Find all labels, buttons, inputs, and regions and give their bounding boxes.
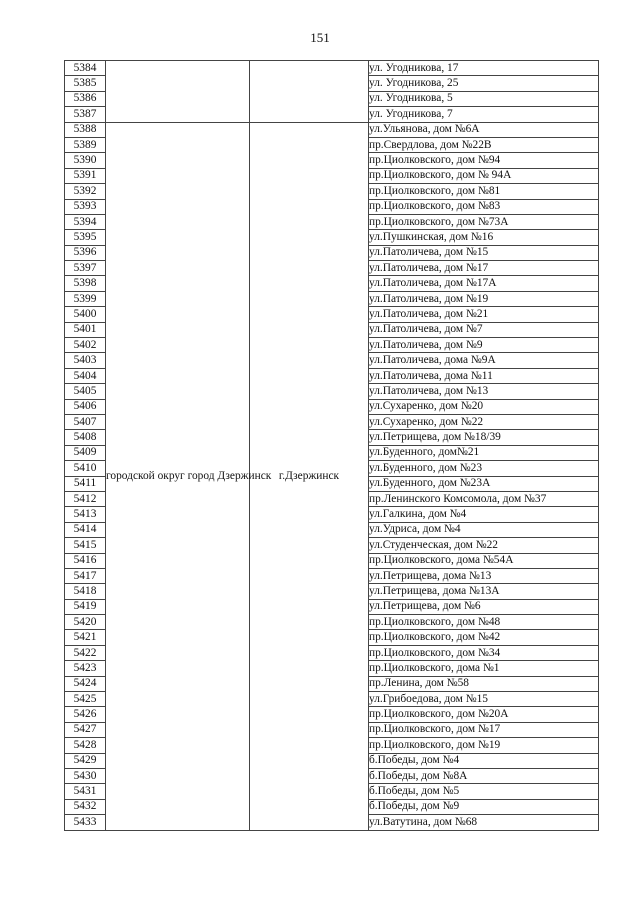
row-number: 5394 <box>65 214 106 229</box>
address-cell: пр.Циолковского, дом №42 <box>369 630 599 645</box>
row-number: 5406 <box>65 399 106 414</box>
row-number: 5418 <box>65 584 106 599</box>
address-cell: ул.Ватутина, дом №68 <box>369 815 599 830</box>
row-number: 5388 <box>65 122 106 137</box>
row-number: 5396 <box>65 245 106 260</box>
address-cell: б.Победы, дом №8А <box>369 768 599 783</box>
address-cell: ул.Студенческая, дом №22 <box>369 538 599 553</box>
address-cell: б.Победы, дом №9 <box>369 799 599 814</box>
address-cell: пр.Свердлова, дом №22В <box>369 137 599 152</box>
address-cell: ул.Патоличева, дом №13 <box>369 384 599 399</box>
address-cell: ул.Буденного, дом№21 <box>369 445 599 460</box>
address-cell: ул.Патоличева, дом №17 <box>369 261 599 276</box>
row-number: 5417 <box>65 568 106 583</box>
row-number: 5428 <box>65 738 106 753</box>
row-number: 5410 <box>65 461 106 476</box>
row-number: 5397 <box>65 261 106 276</box>
address-cell: ул. Угодникова, 7 <box>369 107 599 122</box>
address-cell: ул.Удриса, дом №4 <box>369 522 599 537</box>
address-cell: ул.Патоличева, дом №9 <box>369 338 599 353</box>
row-number: 5415 <box>65 538 106 553</box>
row-number: 5424 <box>65 676 106 691</box>
row-number: 5404 <box>65 368 106 383</box>
address-cell: ул.Сухаренко, дом №22 <box>369 414 599 429</box>
row-number: 5432 <box>65 799 106 814</box>
row-number: 5407 <box>65 414 106 429</box>
row-number: 5425 <box>65 692 106 707</box>
row-number: 5392 <box>65 184 106 199</box>
row-number: 5433 <box>65 815 106 830</box>
address-cell: пр.Циолковского, дом № 94А <box>369 168 599 183</box>
row-number: 5423 <box>65 661 106 676</box>
row-number: 5405 <box>65 384 106 399</box>
row-number: 5387 <box>65 107 106 122</box>
row-number: 5393 <box>65 199 106 214</box>
address-cell: ул.Ульянова, дом №6А <box>369 122 599 137</box>
address-cell: пр.Циолковского, дом №94 <box>369 153 599 168</box>
address-cell: ул.Патоличева, дома №11 <box>369 368 599 383</box>
address-cell: ул.Петрищева, дом №18/39 <box>369 430 599 445</box>
municipality-cell <box>106 61 250 123</box>
address-cell: ул.Патоличева, дом №15 <box>369 245 599 260</box>
table-row <box>65 61 599 76</box>
address-cell: пр.Циолковского, дом №17 <box>369 722 599 737</box>
row-number: 5422 <box>65 645 106 660</box>
address-cell: ул.Сухаренко, дом №20 <box>369 399 599 414</box>
address-cell: ул.Патоличева, дом №7 <box>369 322 599 337</box>
row-number: 5398 <box>65 276 106 291</box>
table-row <box>65 122 599 137</box>
municipality-cell: городской округ город Дзержинск <box>106 122 250 830</box>
address-registry-table <box>64 60 599 831</box>
address-cell: пр.Циолковского, дом №19 <box>369 738 599 753</box>
row-number: 5409 <box>65 445 106 460</box>
row-number: 5403 <box>65 353 106 368</box>
table-body <box>65 61 599 831</box>
row-number: 5411 <box>65 476 106 491</box>
row-number: 5401 <box>65 322 106 337</box>
row-number: 5399 <box>65 291 106 306</box>
row-number: 5389 <box>65 137 106 152</box>
address-cell: пр.Циолковского, дом №81 <box>369 184 599 199</box>
address-cell: ул.Патоличева, дом №19 <box>369 291 599 306</box>
row-number: 5400 <box>65 307 106 322</box>
address-cell: ул.Буденного, дом №23А <box>369 476 599 491</box>
row-number: 5390 <box>65 153 106 168</box>
address-cell: б.Победы, дом №5 <box>369 784 599 799</box>
address-cell: пр.Циолковского, дом №48 <box>369 615 599 630</box>
address-cell: ул.Грибоедова, дом №15 <box>369 692 599 707</box>
row-number: 5385 <box>65 76 106 91</box>
address-cell: ул.Патоличева, дома №9А <box>369 353 599 368</box>
row-number: 5421 <box>65 630 106 645</box>
row-number: 5419 <box>65 599 106 614</box>
address-cell: пр.Циолковского, дома №54А <box>369 553 599 568</box>
address-cell: ул. Угодникова, 17 <box>369 61 599 76</box>
address-cell: ул.Патоличева, дом №21 <box>369 307 599 322</box>
address-cell: пр.Циолковского, дома №1 <box>369 661 599 676</box>
address-cell: ул.Пушкинская, дом №16 <box>369 230 599 245</box>
row-number: 5427 <box>65 722 106 737</box>
row-number: 5386 <box>65 91 106 106</box>
row-number: 5429 <box>65 753 106 768</box>
address-cell: ул.Петрищева, дом №6 <box>369 599 599 614</box>
address-cell: ул. Угодникова, 5 <box>369 91 599 106</box>
row-number: 5426 <box>65 707 106 722</box>
address-cell: пр.Циолковского, дом №20А <box>369 707 599 722</box>
row-number: 5416 <box>65 553 106 568</box>
row-number: 5430 <box>65 768 106 783</box>
row-number: 5395 <box>65 230 106 245</box>
address-cell: пр.Ленина, дом №58 <box>369 676 599 691</box>
row-number: 5414 <box>65 522 106 537</box>
address-cell: б.Победы, дом №4 <box>369 753 599 768</box>
page-number: 151 <box>310 30 330 45</box>
address-cell: пр.Циолковского, дом №73А <box>369 214 599 229</box>
settlement-cell: г.Дзержинск <box>250 122 369 830</box>
row-number: 5384 <box>65 61 106 76</box>
address-cell: ул.Петрищева, дома №13 <box>369 568 599 583</box>
row-number: 5412 <box>65 491 106 506</box>
address-cell: ул.Буденного, дом №23 <box>369 461 599 476</box>
row-number: 5402 <box>65 338 106 353</box>
row-number: 5408 <box>65 430 106 445</box>
address-cell: ул. Угодникова, 25 <box>369 76 599 91</box>
address-cell: ул.Галкина, дом №4 <box>369 507 599 522</box>
address-cell: пр.Циолковского, дом №34 <box>369 645 599 660</box>
settlement-cell <box>250 61 369 123</box>
row-number: 5420 <box>65 615 106 630</box>
row-number: 5391 <box>65 168 106 183</box>
row-number: 5431 <box>65 784 106 799</box>
address-cell: пр.Ленинского Комсомола, дом №37 <box>369 491 599 506</box>
address-cell: пр.Циолковского, дом №83 <box>369 199 599 214</box>
address-cell: ул.Патоличева, дом №17А <box>369 276 599 291</box>
address-cell: ул.Петрищева, дома №13А <box>369 584 599 599</box>
row-number: 5413 <box>65 507 106 522</box>
